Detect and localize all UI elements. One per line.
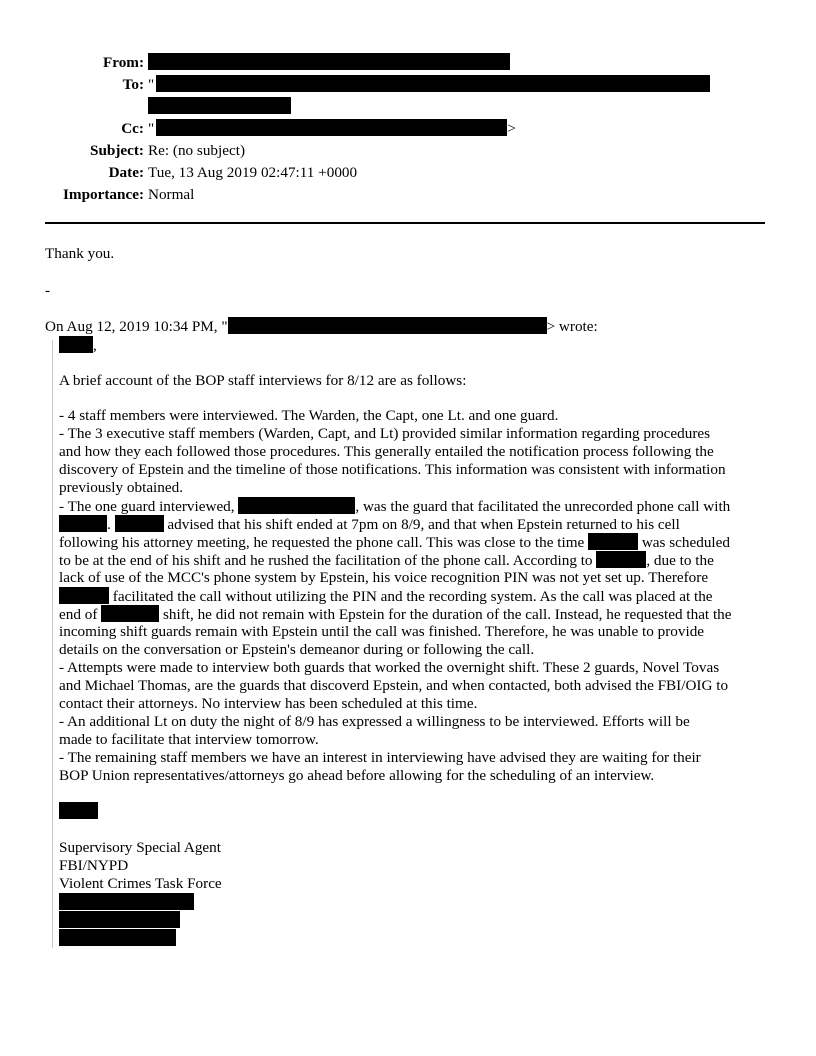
cc-suffix: > <box>507 120 516 137</box>
redaction-box <box>59 515 107 532</box>
from-row <box>0 52 816 74</box>
bullet-6-line-1: - The remaining staff members we have an interest in interviewing have advised they are waiting for their <box>59 749 701 766</box>
signature-name-redaction <box>59 802 98 821</box>
bullet-6-line-2: BOP Union representatives/attorneys go ahead before allowing for the scheduling of an interview. <box>59 767 655 784</box>
redaction-box <box>588 533 638 550</box>
bullet-3-line-5: lack of use of the MCC's phone system by Epstein, his voice recognition PIN was not yet set up. Therefore <box>59 569 709 586</box>
date-row <box>0 162 816 184</box>
subject-value: Re: (no subject) <box>148 142 246 159</box>
from-label: From: <box>102 54 144 71</box>
header-divider <box>45 222 765 224</box>
redaction-box <box>596 551 646 568</box>
subject-label: Subject: <box>90 142 144 159</box>
importance-value: Normal <box>148 186 195 203</box>
bullet-3-line-4: to be at the end of his shift and he rushed the facilitation of the phone call. According to , due to the <box>59 552 714 569</box>
email-header <box>0 52 816 206</box>
to-quote: " <box>148 76 155 93</box>
to-row <box>0 74 816 96</box>
redaction-box <box>59 587 109 604</box>
cc-label: Cc: <box>121 120 144 137</box>
date-value: Tue, 13 Aug 2019 02:47:11 +0000 <box>148 164 358 181</box>
importance-row <box>0 184 816 206</box>
date-label: Date: <box>108 164 144 181</box>
bullet-2-line-2: and how they each followed those procedures. This generally entailed the notification process following the <box>59 443 714 460</box>
redaction-box <box>59 893 194 910</box>
bullet-5-line-2: made to facilitate that interview tomorrow. <box>59 731 319 748</box>
bullet-2-line-3: discovery of Epstein and the timeline of those notifications. This information was consistent with information <box>59 461 726 478</box>
redaction-box <box>59 911 180 928</box>
bullet-3-line-2: . advised that his shift ended at 7pm on 8/9, and that when Epstein returned to his cell <box>59 515 680 534</box>
redaction-box <box>228 317 547 334</box>
quoted-intro: A brief account of the BOP staff interviews for 8/12 are as follows: <box>59 372 467 389</box>
signature-org: FBI/NYPD <box>59 857 129 874</box>
redaction-box <box>101 605 159 622</box>
bullet-4-line-1: - Attempts were made to interview both guards that worked the overnight shift. These 2 guards, Novel Tovas <box>59 659 720 676</box>
signature-unit: Violent Crimes Task Force <box>59 875 222 892</box>
quote-bar <box>52 340 53 948</box>
signature-redaction-3 <box>59 929 176 948</box>
bullet-3-line-9: details on the conversation or Epstein's demeanor during or following the call. <box>59 641 535 658</box>
redaction-box <box>59 336 93 353</box>
redaction-box <box>115 515 164 532</box>
bullet-3-line-3: following his attorney meeting, he requested the phone call. This was close to the time was scheduled <box>59 534 730 551</box>
to-label: To: <box>122 76 144 93</box>
signature-redaction-2 <box>59 911 180 930</box>
bullet-1: - 4 staff members were interviewed. The Warden, the Capt, one Lt. and one guard. <box>59 407 559 424</box>
bullet-2-line-4: previously obtained. <box>59 479 184 496</box>
cc-row <box>0 118 816 140</box>
to-row-continued <box>0 96 816 118</box>
bullet-3-line-6: facilitated the call without utilizing the PIN and the recording system. As the call was placed at the <box>59 587 713 606</box>
redaction-box <box>59 929 176 946</box>
redaction-box <box>156 75 710 92</box>
reply-text: Thank you. <box>45 245 115 262</box>
cc-quote: " <box>148 120 155 137</box>
signature-redaction-1 <box>59 893 194 912</box>
redaction-box <box>148 53 510 70</box>
bullet-4-line-3: contact their attorneys. No interview has been scheduled at this time. <box>59 695 478 712</box>
bullet-3-line-8: incoming shift guards remain with Epstein until the call was finished. Therefore, he was unable to provide <box>59 623 705 640</box>
attribution-line: On Aug 12, 2019 10:34 PM, " > wrote: <box>45 318 598 335</box>
reply-dash: - <box>45 282 51 299</box>
bullet-2-line-1: - The 3 executive staff members (Warden, Capt, and Lt) provided similar information regarding procedures <box>59 425 711 442</box>
importance-label: Importance: <box>63 186 144 203</box>
signature-title: Supervisory Special Agent <box>59 839 221 856</box>
redaction-box <box>59 802 98 819</box>
redaction-box <box>148 97 291 114</box>
quoted-greeting: , <box>59 336 97 355</box>
bullet-5-line-1: - An additional Lt on duty the night of 8/9 has expressed a willingness to be interviewed. Efforts will be <box>59 713 690 730</box>
bullet-4-line-2: and Michael Thomas, are the guards that discoverd Epstein, and when contacted, both advised the FBI/OIG to <box>59 677 729 694</box>
redaction-box <box>156 119 507 136</box>
redaction-box <box>238 497 355 514</box>
bullet-3-line-7: end of shift, he did not remain with Epstein for the duration of the call. Instead, he requested that the <box>59 606 732 623</box>
subject-row <box>0 140 816 162</box>
bullet-3-line-1: - The one guard interviewed, , was the guard that facilitated the unrecorded phone call with <box>59 498 731 515</box>
